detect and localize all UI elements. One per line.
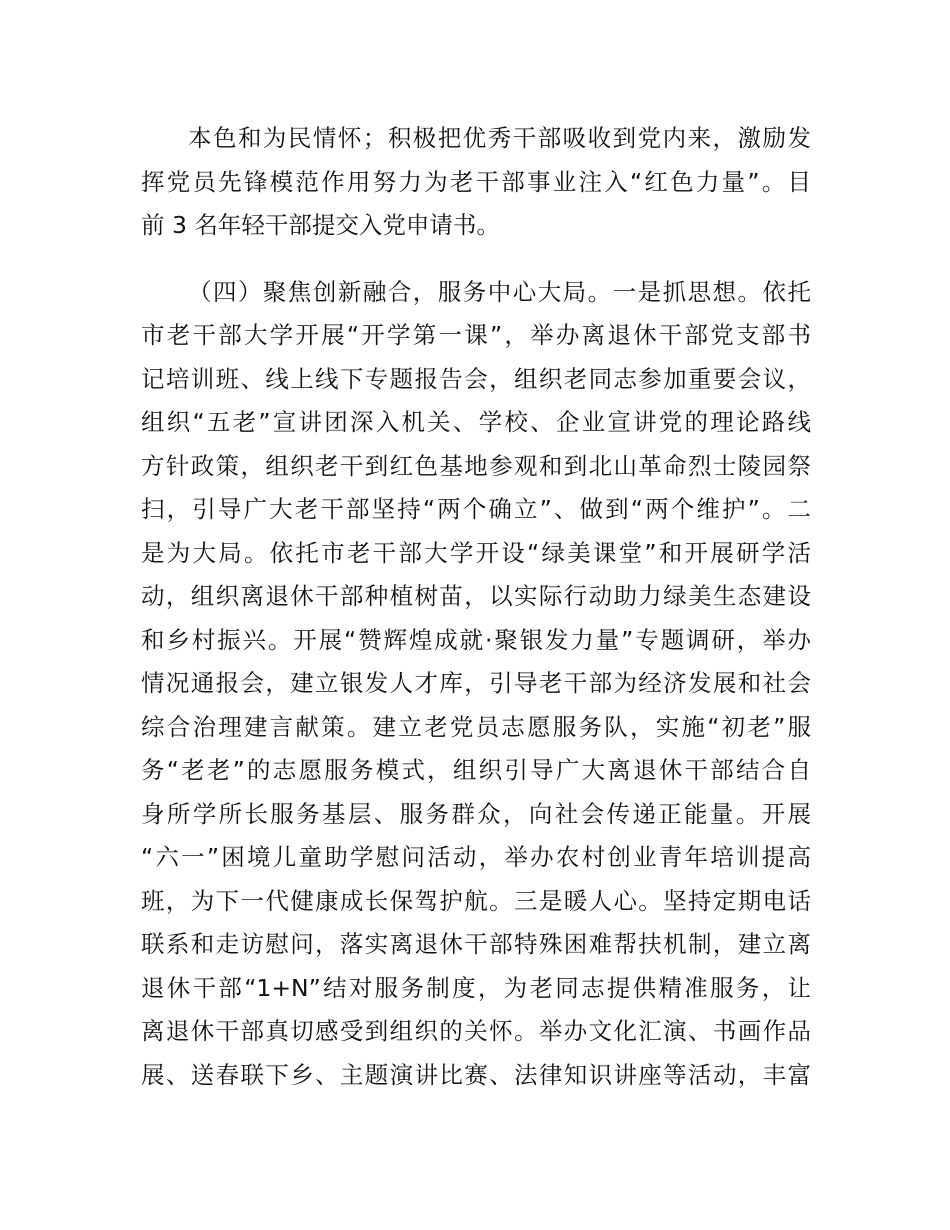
text-line: 离退休干部真切感受到组织的关怀。举办文化汇演、书画作品	[141, 1017, 811, 1045]
text-line: 是为大局。依托市老干部大学开设“绿美课堂”和开展研学活	[141, 538, 811, 567]
text-line: 挥党员先锋模范作用努力为老干部事业注入“红色力量”。目	[141, 167, 811, 196]
text-line: 本色和为民情怀；积极把优秀干部吸收到党内来，激励发	[188, 124, 811, 152]
text-line: 组织“五老”宣讲团深入机关、学校、企业宣讲党的理论路线	[141, 408, 811, 436]
text-line: 市老干部大学开展“开学第一课”，举办离退休干部党支部书	[141, 321, 811, 349]
text-line: “六一”困境儿童助学慰问活动，举办农村创业青年培训提高	[141, 843, 811, 871]
text-line: 身所学所长服务基层、服务群众，向社会传递正能量。开展	[141, 799, 811, 828]
text-line: 综合治理建言献策。建立老党员志愿服务队，实施“初老”服	[141, 712, 811, 741]
document-body	[141, 117, 811, 1097]
text-line: 联系和走访慰问，落实离退休干部特殊困难帮扶机制，建立离	[141, 930, 811, 958]
text-line: 班，为下一代健康成长保驾护航。三是暖人心。坚持定期电话	[141, 886, 811, 915]
text-line: 务“老老”的志愿服务模式，组织引导广大离退休干部结合自	[141, 756, 811, 784]
text-line: （四）聚焦创新融合，服务中心大局。一是抓思想。依托	[188, 277, 811, 306]
text-line: 展、送春联下乡、主题演讲比赛、法律知识讲座等活动，丰富	[141, 1060, 811, 1089]
text-line: 情况通报会，建立银发人才库，引导老干部为经济发展和社会	[141, 669, 811, 697]
text-line: 扫，引导广大老干部坚持“两个确立”、做到“两个维护”。二	[141, 495, 811, 523]
text-line: 动，组织离退休干部种植树苗，以实际行动助力绿美生态建设	[141, 582, 811, 610]
paragraph-gap	[141, 248, 811, 271]
text-line: 和乡村振兴。开展“赞辉煌成就·聚银发力量”专题调研，举办	[141, 625, 811, 654]
text-line: 记培训班、线上线下专题报告会，组织老同志参加重要会议，	[141, 364, 811, 393]
text-line: 前 3 名年轻干部提交入党申请书。	[141, 211, 500, 239]
text-line: 退休干部“1+N”结对服务制度，为老同志提供精准服务，让	[141, 973, 811, 1002]
text-line: 方针政策，组织老干到红色基地参观和到北山革命烈士陵园祭	[141, 451, 811, 480]
